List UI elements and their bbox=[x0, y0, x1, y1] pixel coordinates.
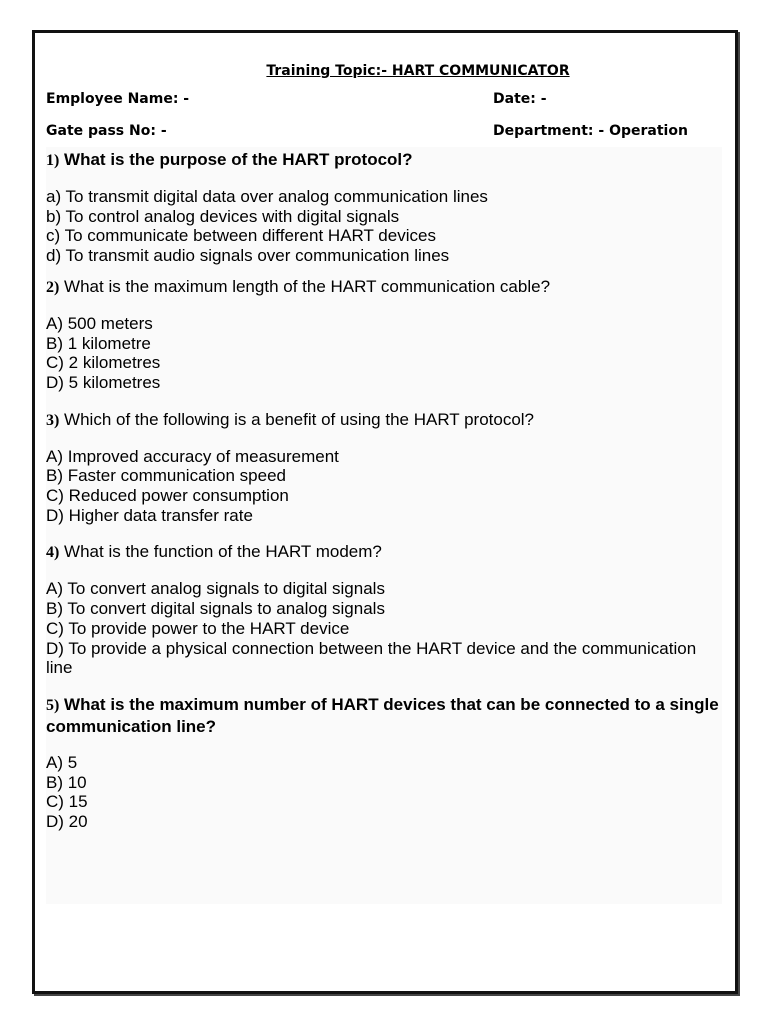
gate-pass-label: Gate pass No: - bbox=[46, 123, 167, 139]
option-b: B) 10 bbox=[46, 772, 87, 792]
options-list bbox=[46, 579, 722, 678]
header-row-2 bbox=[46, 115, 722, 147]
option-a: A) To convert analog signals to digital signals bbox=[46, 579, 385, 599]
option-b: b) To control analog devices with digital signals bbox=[46, 206, 400, 226]
question-text bbox=[46, 147, 722, 171]
question-5 bbox=[46, 692, 722, 832]
question-text bbox=[46, 692, 722, 737]
header-row-1 bbox=[46, 83, 722, 115]
question-prompt: Which of the following is a benefit of using the HART protocol? bbox=[59, 409, 535, 429]
questions-area bbox=[46, 147, 722, 904]
question-3 bbox=[46, 407, 722, 526]
option-c: C) 15 bbox=[46, 792, 88, 812]
option-c: c) To communicate between different HART devices bbox=[46, 226, 436, 246]
question-text bbox=[46, 274, 722, 298]
question-number: 3) bbox=[46, 411, 60, 429]
options-list bbox=[46, 753, 722, 832]
question-number: 1) bbox=[46, 152, 60, 169]
option-d: D) 5 kilometres bbox=[46, 372, 161, 392]
option-d: D) 20 bbox=[46, 812, 88, 832]
option-b: B) 1 kilometre bbox=[46, 333, 151, 353]
option-c: C) Reduced power consumption bbox=[46, 486, 289, 506]
question-text bbox=[46, 539, 722, 563]
option-b: B) Faster communication speed bbox=[46, 466, 286, 486]
option-b: B) To convert digital signals to analog signals bbox=[46, 599, 385, 619]
question-number: 2) bbox=[46, 278, 60, 296]
question-prompt: What is the maximum length of the HART communication cable? bbox=[59, 276, 551, 296]
option-d: D) To provide a physical connection between the HART device and the communication line bbox=[46, 638, 697, 678]
option-a: A) Improved accuracy of measurement bbox=[46, 446, 339, 466]
department-label: Department: - Operation bbox=[493, 123, 688, 139]
option-a: a) To transmit digital data over analog communication lines bbox=[46, 187, 488, 206]
question-prompt: What is the purpose of the HART protocol? bbox=[59, 150, 413, 169]
option-a: A) 500 meters bbox=[46, 313, 153, 333]
question-number: 4) bbox=[46, 544, 60, 562]
question-number: 5) bbox=[46, 696, 60, 714]
question-4 bbox=[46, 539, 722, 678]
option-c: C) To provide power to the HART device bbox=[46, 618, 350, 638]
options-list bbox=[46, 314, 722, 393]
question-1 bbox=[46, 147, 722, 266]
document-body bbox=[46, 59, 722, 904]
options-list bbox=[46, 187, 722, 266]
date-label: Date: - bbox=[493, 91, 547, 107]
employee-name-label: Employee Name: - bbox=[46, 91, 190, 107]
option-c: C) 2 kilometres bbox=[46, 353, 161, 373]
training-title: Training Topic:- HART COMMUNICATOR bbox=[266, 63, 570, 79]
blank-area bbox=[46, 832, 722, 904]
page-border bbox=[32, 30, 738, 994]
option-d: d) To transmit audio signals over communication lines bbox=[46, 246, 450, 266]
question-2 bbox=[46, 274, 722, 393]
option-d: D) Higher data transfer rate bbox=[46, 505, 253, 525]
question-prompt: What is the maximum number of HART devices that can be connected to a single communication line? bbox=[46, 694, 719, 736]
question-prompt: What is the function of the HART modem? bbox=[59, 542, 382, 562]
question-text bbox=[46, 407, 722, 431]
option-a: A) 5 bbox=[46, 752, 78, 772]
options-list bbox=[46, 447, 722, 526]
